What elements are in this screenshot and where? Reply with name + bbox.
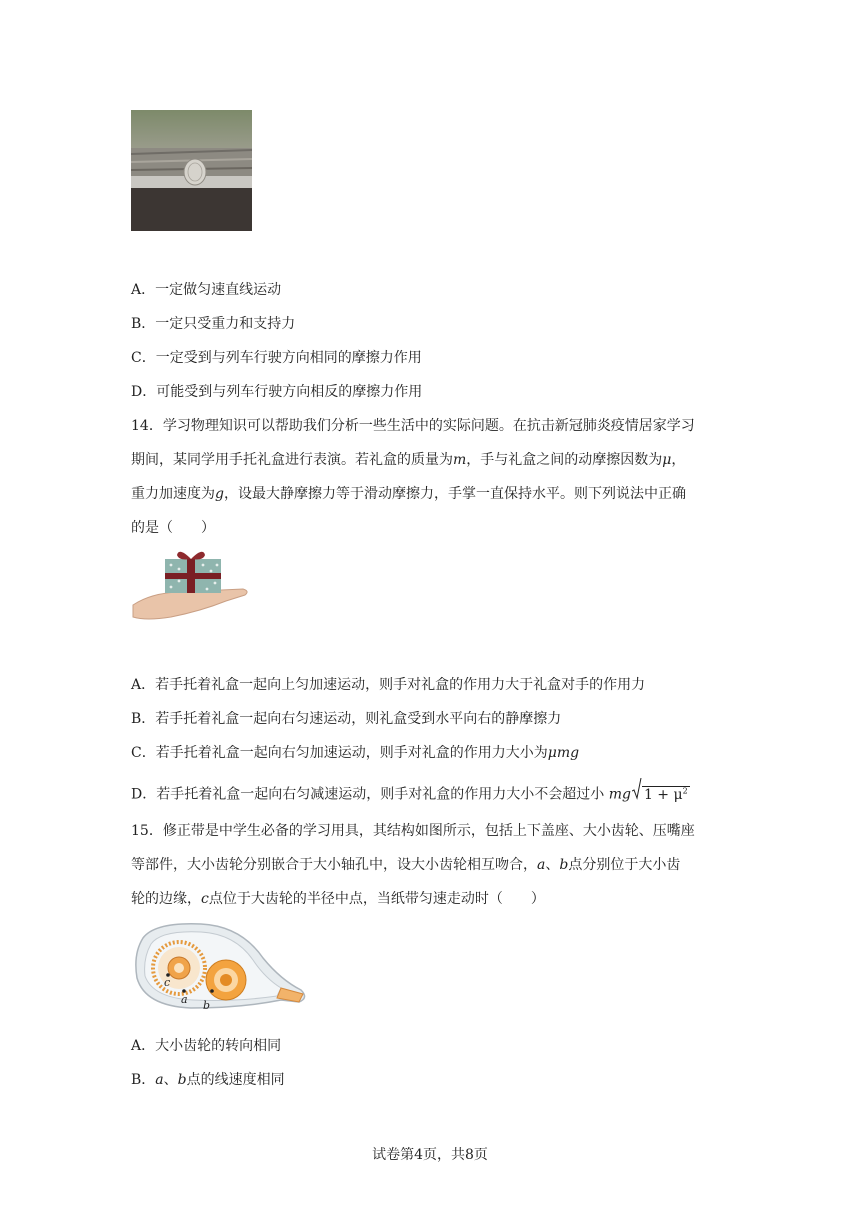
q15-option-a: A．大小齿轮的转向相同 [131,1038,282,1054]
q14-stem-line-1: 14．学习物理知识可以帮助我们分析一些生活中的实际问题。在抗击新冠肺炎疫情居家学习 [131,418,695,434]
var-g: g [215,486,224,502]
hand-holding-gift-box-photo [131,545,251,621]
var-mu: μ [662,452,672,468]
sqrt-formula: $1 + \mu^2$ [632,781,690,805]
label-c: c [164,976,171,989]
q14-option-a: A．若手托着礼盒一起向上匀加速运动，则手对礼盒的作用力大于礼盒对手的作用力 [131,677,646,693]
q14-stem-line-3: 重力加速度为g，设最大静摩擦力等于滑动摩擦力，手掌一直保持水平。则下列说法中正确 [131,486,686,502]
coin-on-windowsill-photo [131,110,252,231]
q13-option-d: D．可能受到与列车行驶方向相反的摩擦力作用 [131,384,423,400]
q15-option-b: B．a、b点的线速度相同 [131,1072,285,1088]
formula-mu-mg: μmg [547,745,580,761]
q13-option-c: C．一定受到与列车行驶方向相同的摩擦力作用 [131,350,422,366]
var-m: m [453,452,467,468]
label-b: b [203,999,211,1012]
q15-stem-line-3: 轮的边缘，c点位于大齿轮的半径中点，当纸带匀速走动时（ ） [131,891,545,907]
q13-option-a: A．一定做匀速直线运动 [131,282,282,298]
q14-option-b: B．若手托着礼盒一起向右匀速运动，则礼盒受到水平向右的静摩擦力 [131,711,562,727]
q14-stem-line-4: 的是（ ） [131,520,215,536]
q15-stem-line-1: 15．修正带是中学生必备的学习用具，其结构如图所示，包括上下盖座、大小齿轮、压嘴座 [131,823,695,839]
q14-option-c: C．若手托着礼盒一起向右匀加速运动，则手对礼盒的作用力大小为μmg [131,745,580,761]
correction-tape-photo [131,918,309,1016]
label-a: a [181,993,188,1006]
q15-stem-line-2: 等部件，大小齿轮分别嵌合于大小轴孔中，设大小齿轮相互吻合，a、b点分别位于大小齿 [131,857,681,873]
page-footer: 试卷第4页，共8页 [372,1147,488,1163]
q13-option-b: B．一定只受重力和支持力 [131,316,296,332]
q14-option-d: D．若手托着礼盒一起向右匀减速运动，则手对礼盒的作用力大小不会超过小 mg $1 + \mu^2$ [131,781,690,805]
q14-stem-line-2: 期间，某同学用手托礼盒进行表演。若礼盒的质量为m，手与礼盒之间的动摩擦因数为μ， [131,452,686,468]
